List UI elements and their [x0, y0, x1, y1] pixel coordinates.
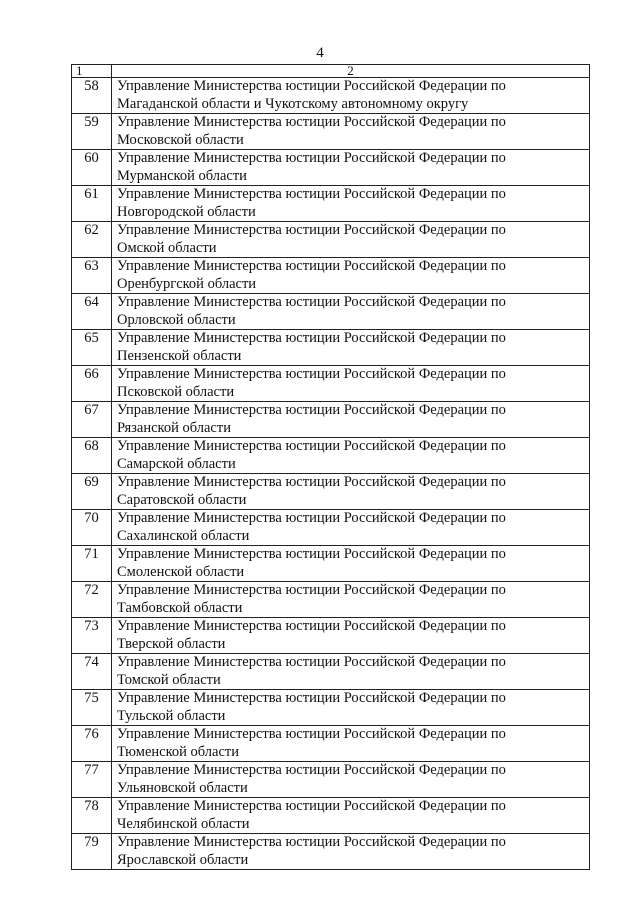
row-description [112, 294, 590, 330]
row-number: 69 [72, 474, 112, 510]
row-description [112, 618, 590, 654]
row-description [112, 150, 590, 186]
description-line-1: Управление Министерства юстиции Российской Федерации по [117, 546, 506, 562]
row-number: 58 [72, 78, 112, 114]
row-description [112, 402, 590, 438]
description-line-2: Томской области [117, 671, 221, 688]
description-line-2: Ярославской области [117, 851, 249, 868]
table-row [72, 834, 590, 870]
description-line-1: Управление Министерства юстиции Российской Федерации по [117, 618, 506, 634]
row-number: 68 [72, 438, 112, 474]
description-line-1: Управление Министерства юстиции Российской Федерации по [117, 366, 506, 382]
description-line-2: Магаданской области и Чукотскому автономному округу [117, 95, 469, 112]
row-description [112, 78, 590, 114]
description-line-2: Рязанской области [117, 419, 231, 436]
description-line-2: Сахалинской области [117, 527, 250, 544]
row-number: 72 [72, 582, 112, 618]
row-number: 77 [72, 762, 112, 798]
table-row [72, 690, 590, 726]
description-line-2: Ульяновской области [117, 779, 248, 796]
description-line-1: Управление Министерства юстиции Российской Федерации по [117, 402, 506, 418]
table-row [72, 222, 590, 258]
row-number: 76 [72, 726, 112, 762]
description-line-2: Мурманской области [117, 167, 247, 184]
table-row [72, 510, 590, 546]
table-header-row [72, 65, 590, 78]
description-line-2: Смоленской области [117, 563, 245, 580]
table-row [72, 582, 590, 618]
description-line-1: Управление Министерства юстиции Российской Федерации по [117, 798, 506, 814]
description-line-2: Новгородской области [117, 203, 256, 220]
row-number: 67 [72, 402, 112, 438]
description-line-1: Управление Министерства юстиции Российской Федерации по [117, 78, 506, 94]
table-row [72, 438, 590, 474]
description-line-1: Управление Министерства юстиции Российской Федерации по [117, 186, 506, 202]
row-number: 64 [72, 294, 112, 330]
table-row [72, 474, 590, 510]
row-number: 62 [72, 222, 112, 258]
row-number: 61 [72, 186, 112, 222]
table-row [72, 258, 590, 294]
row-description [112, 114, 590, 150]
row-description [112, 222, 590, 258]
description-line-1: Управление Министерства юстиции Российской Федерации по [117, 258, 506, 274]
row-description [112, 186, 590, 222]
table-row [72, 294, 590, 330]
description-line-1: Управление Министерства юстиции Российской Федерации по [117, 762, 506, 778]
row-description [112, 474, 590, 510]
row-number: 60 [72, 150, 112, 186]
row-description [112, 510, 590, 546]
description-line-2: Орловской области [117, 311, 236, 328]
description-line-2: Саратовской области [117, 491, 247, 508]
description-line-1: Управление Министерства юстиции Российской Федерации по [117, 114, 506, 130]
description-line-2: Псковской области [117, 383, 235, 400]
row-number: 71 [72, 546, 112, 582]
row-description [112, 798, 590, 834]
row-description [112, 438, 590, 474]
row-description [112, 726, 590, 762]
table-row [72, 546, 590, 582]
description-line-2: Тульской области [117, 707, 226, 724]
row-description [112, 762, 590, 798]
description-line-1: Управление Министерства юстиции Российской Федерации по [117, 438, 506, 454]
row-description [112, 654, 590, 690]
table-row [72, 654, 590, 690]
description-line-2: Омской области [117, 239, 217, 256]
header-col-2: 2 [112, 65, 590, 78]
row-number: 59 [72, 114, 112, 150]
description-line-1: Управление Министерства юстиции Российской Федерации по [117, 150, 506, 166]
row-description [112, 690, 590, 726]
description-line-2: Московской области [117, 131, 244, 148]
row-description [112, 546, 590, 582]
description-line-1: Управление Министерства юстиции Российской Федерации по [117, 690, 506, 706]
row-number: 63 [72, 258, 112, 294]
description-line-2: Тюменской области [117, 743, 239, 760]
description-line-2: Челябинской области [117, 815, 250, 832]
table-row [72, 618, 590, 654]
row-number: 70 [72, 510, 112, 546]
row-description [112, 330, 590, 366]
table-row [72, 366, 590, 402]
description-line-1: Управление Министерства юстиции Российской Федерации по [117, 222, 506, 238]
registry-table [71, 64, 590, 870]
table-row [72, 402, 590, 438]
description-line-1: Управление Министерства юстиции Российской Федерации по [117, 330, 506, 346]
description-line-2: Пензенской области [117, 347, 242, 364]
description-line-2: Самарской области [117, 455, 236, 472]
description-line-1: Управление Министерства юстиции Российской Федерации по [117, 294, 506, 310]
row-description [112, 258, 590, 294]
row-number: 73 [72, 618, 112, 654]
page-number: 4 [316, 45, 324, 61]
row-description [112, 366, 590, 402]
description-line-2: Оренбургской области [117, 275, 257, 292]
row-number: 66 [72, 366, 112, 402]
description-line-1: Управление Министерства юстиции Российской Федерации по [117, 726, 506, 742]
row-number: 78 [72, 798, 112, 834]
table-row [72, 186, 590, 222]
description-line-1: Управление Министерства юстиции Российской Федерации по [117, 654, 506, 670]
table-row [72, 78, 590, 114]
row-number: 74 [72, 654, 112, 690]
header-col-1: 1 [72, 65, 112, 78]
table-row [72, 726, 590, 762]
table-row [72, 114, 590, 150]
table-row [72, 330, 590, 366]
description-line-2: Тверской области [117, 635, 226, 652]
description-line-1: Управление Министерства юстиции Российской Федерации по [117, 582, 506, 598]
table-row [72, 798, 590, 834]
row-description [112, 834, 590, 870]
row-number: 79 [72, 834, 112, 870]
row-number: 65 [72, 330, 112, 366]
description-line-1: Управление Министерства юстиции Российской Федерации по [117, 510, 506, 526]
row-description [112, 582, 590, 618]
description-line-2: Тамбовской области [117, 599, 243, 616]
row-number: 75 [72, 690, 112, 726]
table-row [72, 762, 590, 798]
description-line-1: Управление Министерства юстиции Российской Федерации по [117, 474, 506, 490]
table-row [72, 150, 590, 186]
description-line-1: Управление Министерства юстиции Российской Федерации по [117, 834, 506, 850]
